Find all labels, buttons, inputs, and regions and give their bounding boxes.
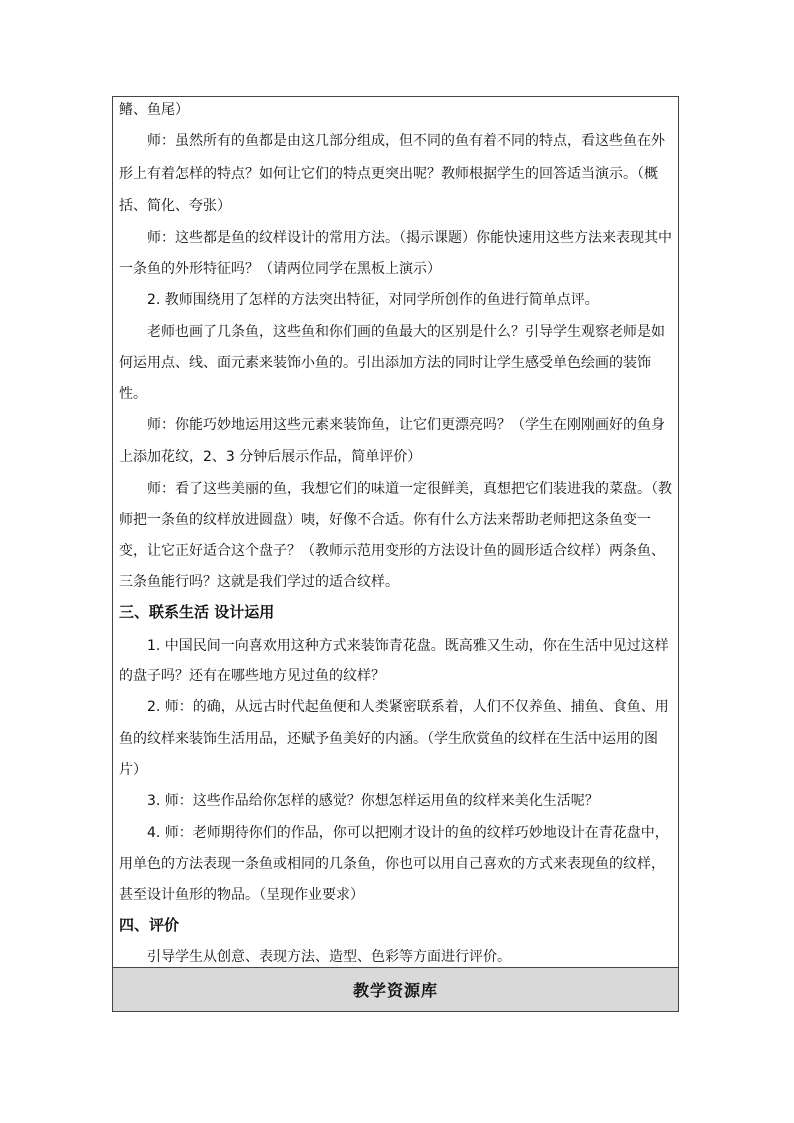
text-line: 甚至设计鱼形的物品。（呈现作业要求） (119, 887, 364, 903)
text-line: 师：看了这些美丽的鱼，我想它们的味道一定很鲜美，真想把它们装进我的菜盘。（教 (147, 481, 672, 497)
text-line: 三条鱼能行吗？这就是我们学过的适合纹样。 (119, 574, 399, 590)
text-line: 1. 中国民间一向喜欢用这种方式来装饰青花盘。既高雅又生动，你在生活中见过这样 (147, 638, 669, 654)
text-line: 上添加花纹，2、3 分钟后展示作品，简单评价） (119, 449, 422, 465)
text-line: 2. 教师围绕用了怎样的方法突出特征，对同学所创作的鱼进行简单点评。 (147, 292, 599, 308)
text-line: 鱼的纹样来装饰生活用品，还赋予鱼美好的内涵。（学生欣赏鱼的纹样在生活中运用的图 (119, 731, 658, 747)
text-line: 何运用点、线、面元素来装饰小鱼的。引出添加方法的同时让学生感受单色绘画的装饰 (119, 355, 651, 371)
lesson-content (113, 97, 678, 986)
text-line: 4. 师：老师期待你们的作品，你可以把刚才设计的鱼的纹样巧妙地设计在青花盘中， (147, 825, 669, 841)
lesson-table (112, 96, 679, 1012)
text-line: 括、简化、夸张） (119, 198, 231, 214)
text-line: 片） (119, 762, 147, 778)
resource-library-title: 教学资源库 (352, 981, 438, 1000)
section-heading: 三、联系生活 设计运用 (119, 603, 275, 621)
text-line: 师：你能巧妙地运用这些元素来装饰鱼，让它们更漂亮吗？（学生在刚刚画好的鱼身 (147, 417, 665, 433)
text-line: 变，让它正好适合这个盘子？（教师示范用变形的方法设计鱼的圆形适合纹样）两条鱼、 (119, 543, 665, 559)
text-line: 形上有着怎样的特点？如何让它们的特点更突出呢？教师根据学生的回答适当演示。（概 (119, 166, 658, 182)
text-line: 2. 师：的确，从远古时代起鱼便和人类紧密联系着，人们不仅养鱼、捕鱼、食鱼、用 (147, 699, 669, 715)
text-line: 一条鱼的外形特征吗？（请两位同学在黑板上演示） (119, 261, 441, 277)
text-line: 老师也画了几条鱼，这些鱼和你们画的鱼最大的区别是什么？引导学生观察老师是如 (147, 324, 665, 340)
section-heading: 四、评价 (119, 916, 180, 934)
text-line: 3. 师：这些作品给你怎样的感觉？你想怎样运用鱼的纹样来美化生活呢？ (147, 793, 599, 809)
text-line: 引导学生从创意、表现方法、造型、色彩等方面进行评价。 (147, 949, 511, 965)
text-line: 师：虽然所有的鱼都是由这几部分组成，但不同的鱼有着不同的特点，看这些鱼在外 (147, 133, 665, 149)
text-line: 师把一条鱼的纹样放进圆盘）咦，好像不合适。你有什么方法来帮助老师把这条鱼变一 (119, 512, 651, 528)
text-line: 用单色的方法表现一条鱼或相同的几条鱼，你也可以用自己喜欢的方式来表现鱼的纹样， (119, 856, 665, 872)
text-line: 的盘子吗？还有在哪些地方见过鱼的纹样？ (119, 668, 385, 684)
resource-library-header (113, 967, 678, 1011)
text-line: 鳍、鱼尾） (119, 102, 189, 118)
text-line: 师：这些都是鱼的纹样设计的常用方法。（揭示课题）你能快速用这些方法来表现其中 (147, 230, 672, 246)
text-line: 性。 (119, 386, 147, 402)
